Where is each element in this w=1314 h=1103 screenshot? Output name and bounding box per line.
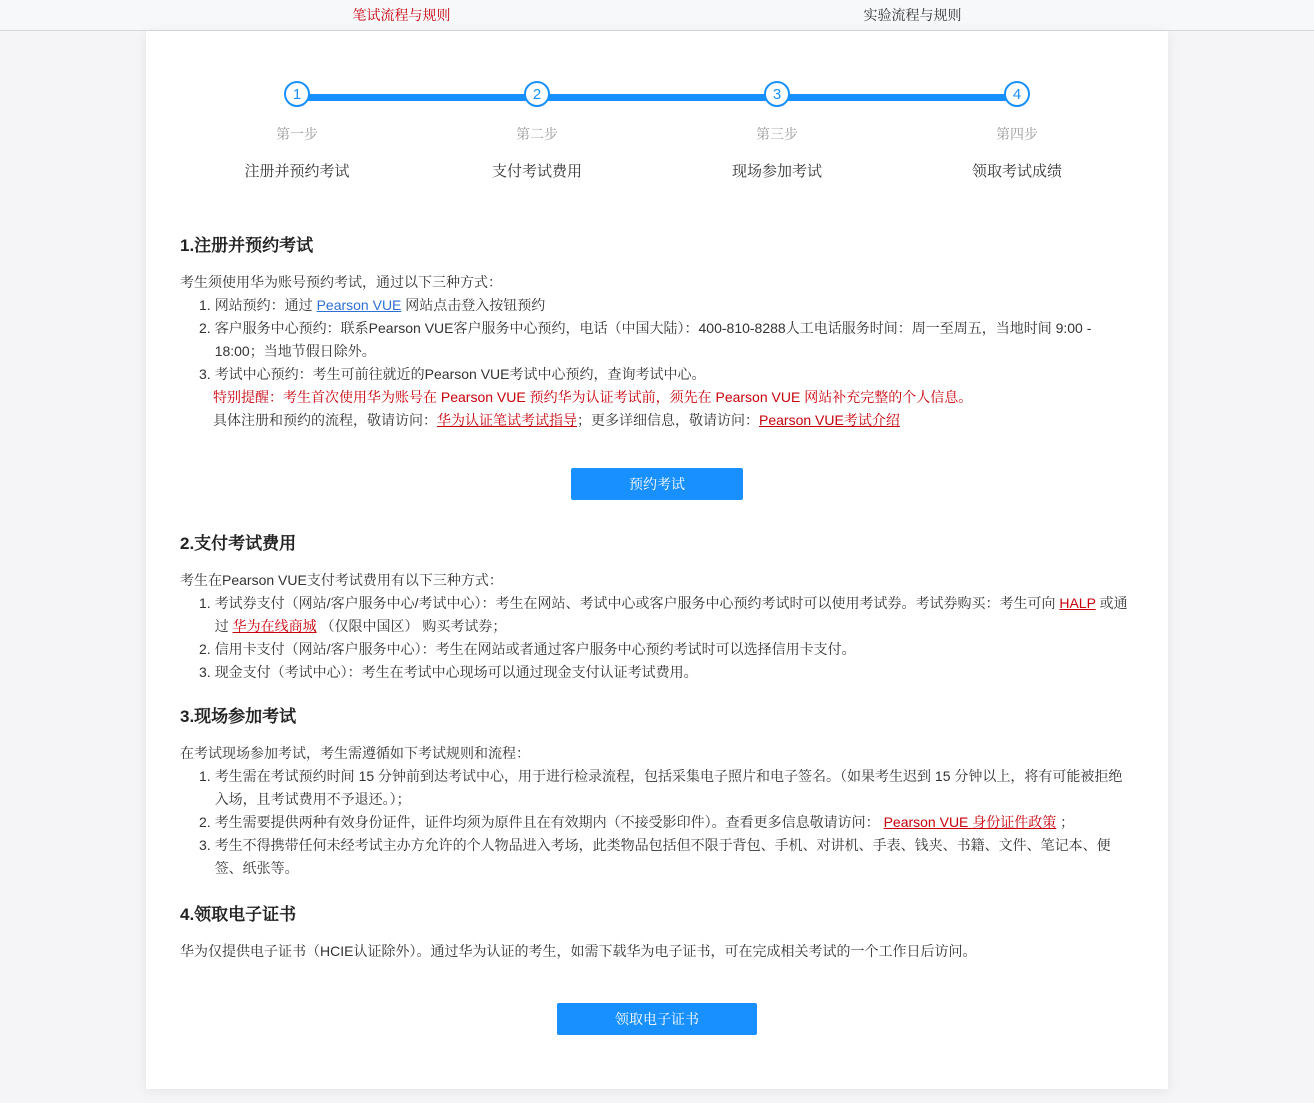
step-4 (897, 81, 1137, 181)
step-2-stage-label: 第二步 (516, 126, 558, 142)
section4-body: 华为仅提供电子证书（HCIE认证除外）。通过华为认证的考生，如需下载华为电子证书，可在完成相关考试的一个工作日后访问。 (180, 943, 977, 959)
book-exam-button[interactable]: 预约考试 (571, 468, 743, 500)
list-marker: 2. (199, 641, 211, 657)
list-item-text: 考试中心预约：考生可前往就近的Pearson VUE考试中心预约，查询考试中心。 (214, 366, 706, 382)
step-1 (177, 81, 417, 181)
list-item-text: 网站预约：通过 (214, 297, 317, 313)
section2-heading: 2.支付考试费用 (180, 534, 297, 553)
pearson-vue-link[interactable]: Pearson VUE (316, 297, 402, 313)
guide-text: 具体注册和预约的流程，敬请访问： (213, 412, 437, 428)
pearson-vue-exam-intro-link[interactable]: Pearson VUE考试介绍 (759, 412, 900, 428)
list-item-text: 信用卡支付（网站/客户服务中心）：考生在网站或者通过客户服务中心预约考试时可以选择信用卡支付。 (214, 641, 856, 657)
list-marker: 2. (199, 814, 211, 830)
step-4-circle: 4 (1004, 81, 1030, 107)
section4-heading: 4.领取电子证书 (180, 905, 297, 924)
step-2-circle: 2 (524, 81, 550, 107)
huawei-online-store-link[interactable]: 华为在线商城 (232, 618, 317, 634)
list-marker: 1. (199, 595, 211, 611)
list-item (199, 638, 1134, 661)
section1-list (199, 294, 1134, 386)
list-marker: 1. (199, 297, 211, 313)
section3-intro: 在考试现场参加考试，考生需遵循如下考试规则和流程： (180, 745, 530, 761)
list-marker: 1. (199, 768, 211, 784)
list-item (199, 363, 1134, 386)
list-item-text: 考生需要提供两种有效身份证件，证件均须为原件且在有效期内（不接受影印件）。查看更多信息敬请访问： (214, 814, 884, 830)
list-item (199, 834, 1134, 880)
step-3 (657, 81, 897, 181)
list-item-text: 现金支付（考试中心）：考生在考试中心现场可以通过现金支付认证考试费用。 (214, 664, 698, 680)
tab-written-exam-process[interactable]: 笔试流程与规则 (352, 7, 451, 23)
step-1-stage-label: 第一步 (276, 126, 318, 142)
section1-intro: 考生须使用华为账号预约考试，通过以下三种方式： (180, 274, 502, 290)
list-item-text: 客户服务中心预约：联系Pearson VUE客户服务中心预约，电话（中国大陆）：400-810-8288人工电话服务时间：周一至周五，当地时间 9:00 - 18:00；当地节假日除外。 (214, 320, 1092, 359)
halp-link[interactable]: HALP (1059, 595, 1096, 611)
list-item (199, 661, 1134, 684)
content-card (146, 31, 1168, 1089)
list-item (199, 317, 1134, 363)
list-marker: 3. (199, 664, 211, 680)
step-1-title: 注册并预约考试 (244, 163, 350, 180)
exam-stepper (177, 31, 1137, 181)
section2-intro: 考生在Pearson VUE支付考试费用有以下三种方式： (180, 572, 503, 588)
step-4-title: 领取考试成绩 (971, 163, 1062, 180)
list-item-text: 或通过 (214, 595, 1128, 634)
list-item-text: ； (1056, 814, 1075, 830)
step-3-stage-label: 第三步 (756, 126, 798, 142)
step-4-stage-label: 第四步 (996, 126, 1038, 142)
list-marker: 2. (199, 320, 211, 336)
list-item-text: 考生不得携带任何未经考试主办方允许的个人物品进入考场，此类物品包括但不限于背包、手机、对讲机、手表、钱夹、书籍、文件、笔记本、便签、纸张等。 (214, 837, 1111, 876)
step-3-title: 现场参加考试 (731, 163, 822, 180)
special-reminder: 特别提醒：考生首次使用华为账号在 Pearson VUE 预约华为认证考试前，须先在 Pearson VUE 网站补充完整的个人信息。 (213, 389, 973, 405)
section3-list (199, 765, 1134, 880)
section2-list (199, 592, 1134, 684)
top-tab-bar (0, 0, 1314, 31)
list-item-text: （仅限中国区） 购买考试券； (316, 618, 507, 634)
list-item (199, 294, 1134, 317)
guide-line (213, 409, 1134, 432)
step-1-circle: 1 (284, 81, 310, 107)
step-2-title: 支付考试费用 (491, 163, 582, 180)
list-marker: 3. (199, 837, 211, 853)
step-3-circle: 3 (764, 81, 790, 107)
list-item-text: 考生需在考试预约时间 15 分钟前到达考试中心，用于进行检录流程，包括采集电子照片和电子签名。（如果考生迟到 15 分钟以上，将有可能被拒绝入场，且考试费用不予退还。）； (214, 768, 1123, 807)
list-marker: 3. (199, 366, 211, 382)
written-exam-guide-link[interactable]: 华为认证笔试考试指导 (437, 412, 577, 428)
list-item (199, 765, 1134, 811)
step-2 (417, 81, 657, 181)
id-policy-link[interactable]: Pearson VUE 身份证件政策 (883, 814, 1057, 830)
get-ecertificate-button[interactable]: 领取电子证书 (557, 1003, 757, 1035)
list-item (199, 811, 1134, 834)
guide-text: ；更多详细信息，敬请访问： (577, 412, 759, 428)
list-item (199, 592, 1134, 638)
section3-heading: 3.现场参加考试 (180, 707, 297, 726)
list-item-text: 考试券支付（网站/客户服务中心/考试中心）：考生在网站、考试中心或客户服务中心预约考试时可以使用考试券。考试券购买：考生可向 (214, 595, 1060, 611)
section1-heading: 1.注册并预约考试 (180, 236, 314, 255)
tab-lab-exam-process[interactable]: 实验流程与规则 (863, 7, 962, 23)
list-item-text: 网站点击登入按钮预约 (401, 297, 546, 313)
